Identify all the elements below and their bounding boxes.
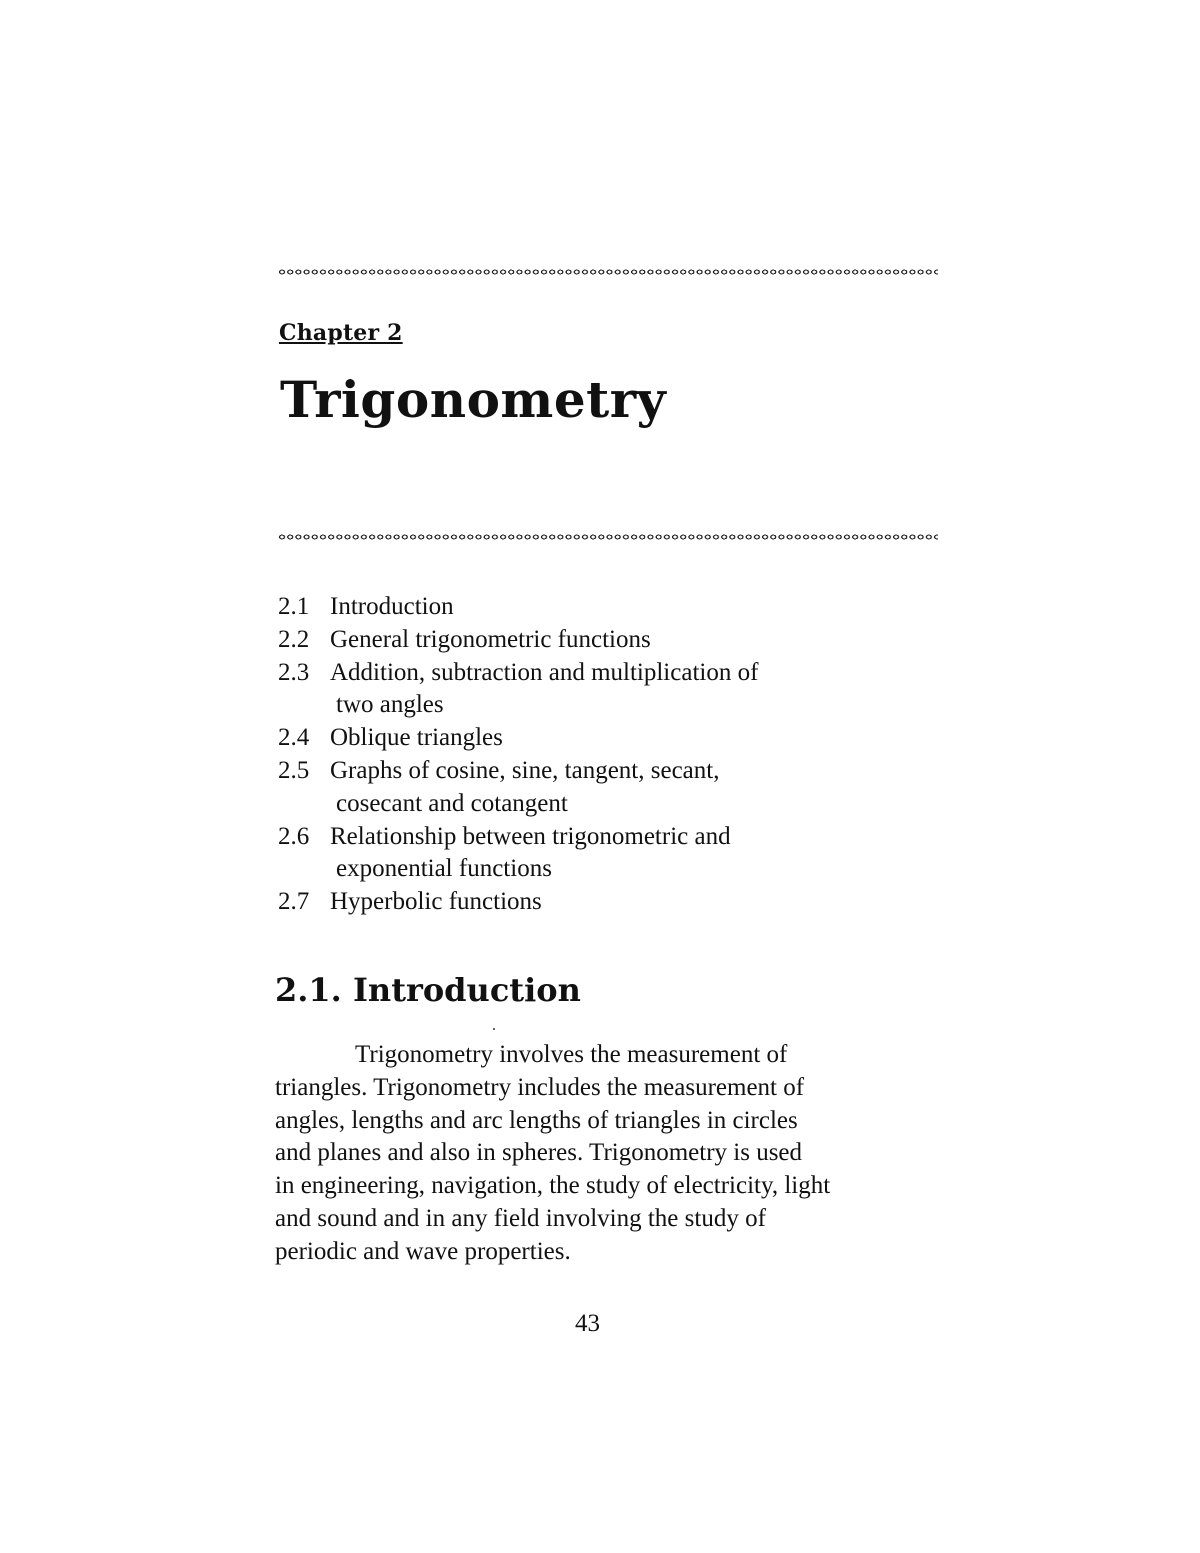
toc-item-text [330, 886, 918, 919]
paragraph-line: in engineering, navigation, the study of electricity, light [275, 1172, 831, 1200]
toc-item-number: 2.5 [278, 756, 310, 784]
page-number: 43 [575, 1310, 600, 1337]
toc-item-number: 2.7 [278, 888, 310, 916]
toc-item [278, 722, 918, 755]
chapter-contents-list [278, 591, 918, 919]
bottom-ornamental-rule [278, 533, 938, 541]
toc-item-line: Hyperbolic functions [330, 888, 542, 916]
chapter-label: Chapter 2 [279, 320, 403, 346]
toc-item-number: 2.6 [278, 822, 310, 850]
toc-item [278, 821, 918, 887]
toc-item-line: two angles [336, 691, 444, 719]
toc-item-number: 2.4 [278, 724, 310, 752]
toc-item-line: Addition, subtraction and multiplication of [330, 658, 759, 686]
toc-item-line: Relationship between trigonometric and [330, 822, 731, 850]
toc-item-number: 2.2 [278, 625, 310, 653]
top-ornamental-rule [278, 268, 938, 276]
toc-item-number: 2.1 [278, 593, 310, 620]
toc-item-line: Introduction [330, 593, 454, 620]
paragraph-line: and planes and also in spheres. Trigonometry is used [275, 1139, 803, 1167]
paragraph-line: and sound and in any field involving the study of [275, 1204, 766, 1232]
introduction-paragraph [275, 1039, 955, 1269]
section-heading: 2.1. Introduction [275, 971, 581, 1009]
toc-item-text [330, 657, 918, 723]
toc-item [278, 755, 918, 821]
toc-item [278, 591, 918, 624]
toc-item-number: 2.3 [278, 658, 310, 686]
paragraph-line: angles, lengths and arc lengths of triangles in circles [275, 1106, 798, 1134]
toc-item-line: Graphs of cosine, sine, tangent, secant, [330, 756, 720, 784]
toc-item-text [330, 624, 918, 657]
toc-item-line: Oblique triangles [330, 724, 503, 752]
toc-item-text [330, 591, 918, 624]
paragraph-line: triangles. Trigonometry includes the measurement of [275, 1073, 805, 1101]
paragraph-line: periodic and wave properties. [275, 1237, 571, 1265]
stray-mark [493, 1028, 495, 1030]
toc-item-line: General trigonometric functions [330, 625, 651, 653]
toc-item-text [330, 755, 918, 821]
toc-item [278, 624, 918, 657]
toc-item-line: cosecant and cotangent [336, 789, 568, 817]
paragraph-line: Trigonometry involves the measurement of [355, 1041, 788, 1068]
toc-item-text [330, 722, 918, 755]
toc-item [278, 886, 918, 919]
chapter-title: Trigonometry [280, 370, 667, 429]
toc-item-text [330, 821, 918, 887]
toc-item [278, 657, 918, 723]
toc-item-line: exponential functions [336, 855, 552, 883]
